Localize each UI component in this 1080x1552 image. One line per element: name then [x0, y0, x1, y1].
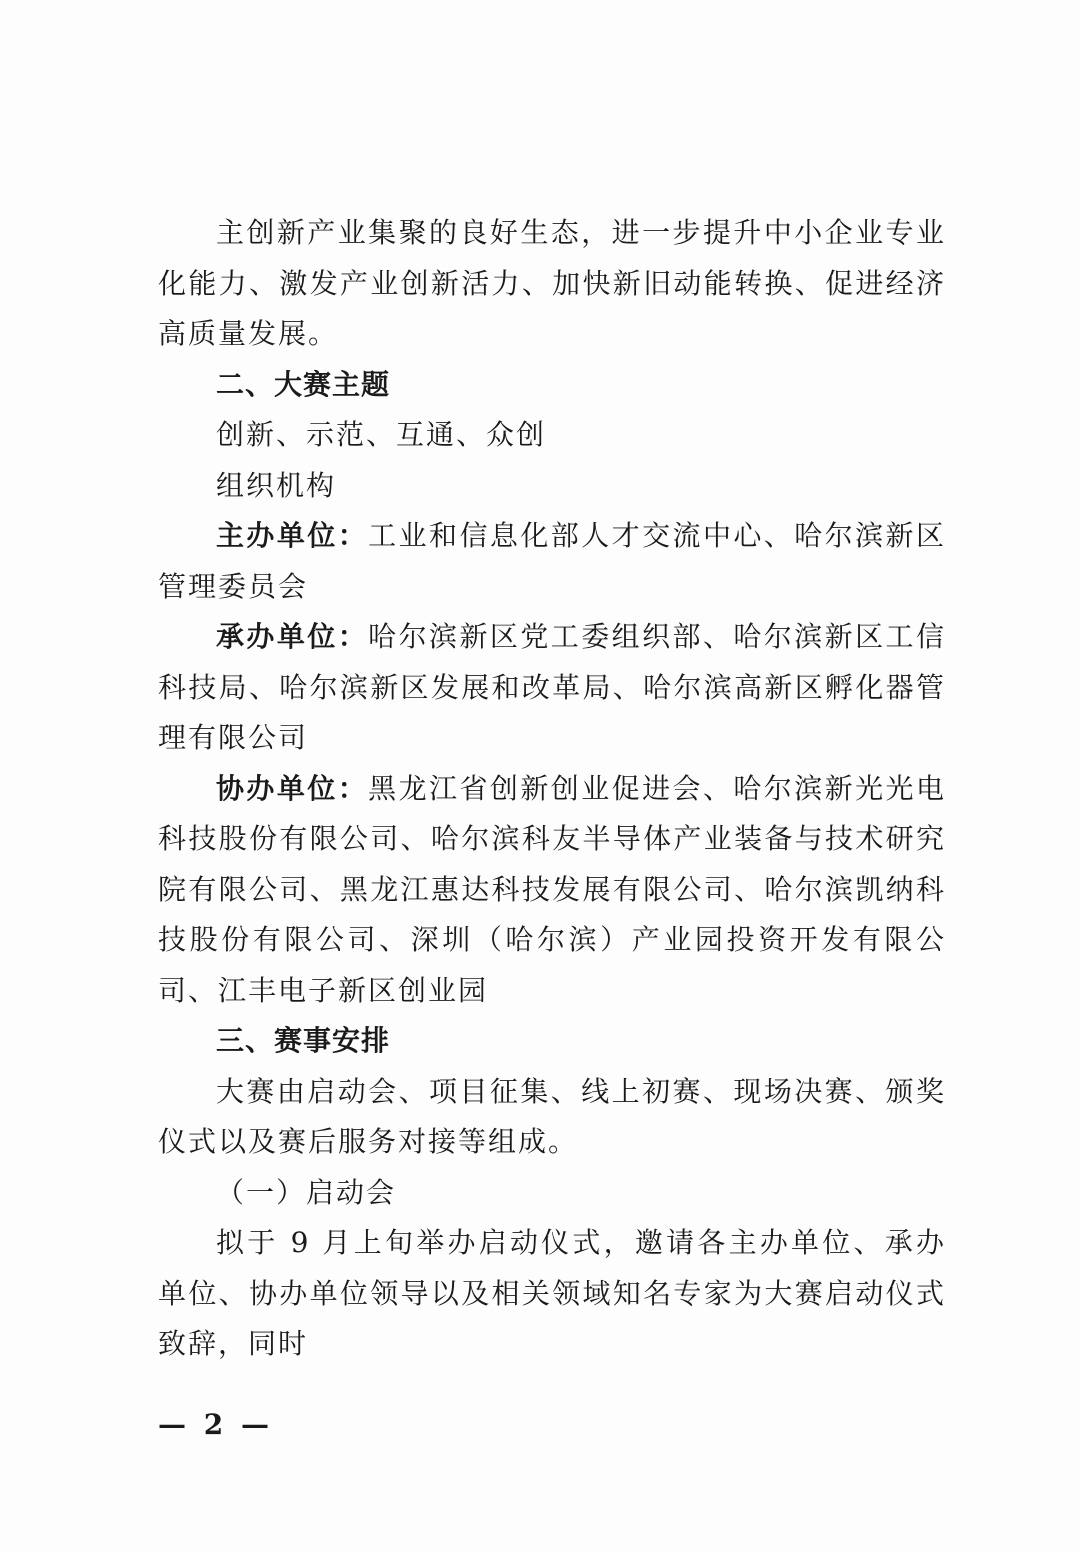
subsection-one-heading: （一）启动会 — [216, 1175, 397, 1209]
section-three-heading: 三、赛事安排 — [216, 1024, 391, 1057]
host-text: 工业和信息化部人才交流中心、哈尔滨新区管理委员会 — [158, 519, 946, 603]
co-organizer-label: 协办单位： — [216, 771, 369, 805]
host-paragraph — [158, 511, 946, 612]
co-organizer-paragraph — [158, 764, 946, 1017]
section-three-text: 大赛由启动会、项目征集、线上初赛、现场决赛、颁奖仪式以及赛后服务对接等组成。 — [158, 1074, 946, 1158]
organizer-paragraph — [158, 612, 946, 764]
competition-theme: 创新、示范、互通、众创 — [216, 418, 547, 451]
subsection-one-text: 拟于 9 月上旬举办启动仪式，邀请各主办单位、承办单位、协办单位领导以及相关领域知名专家为大赛启动仪式致辞，同时 — [158, 1226, 946, 1360]
document-body — [158, 208, 946, 1370]
host-label: 主办单位： — [216, 519, 369, 552]
intro-paragraph: 主创新产业集聚的良好生态，进一步提升中小企业专业化能力、激发产业创新活力、加快新旧动能转换、促进经济高质量发展。 — [158, 216, 946, 350]
co-organizer-text: 黑龙江省创新创业促进会、哈尔滨新光光电科技股份有限公司、哈尔滨科友半导体产业装备与技术研究院有限公司、黑龙江惠达科技发展有限公司、哈尔滨凯纳科技股份有限公司、深圳（哈尔滨）产业园投资开发有限公司、江丰电子新区创业园 — [158, 771, 946, 1007]
page-number: — 2 — — [158, 1408, 273, 1441]
section-two-heading: 二、大赛主题 — [216, 367, 391, 401]
organizer-text: 哈尔滨新区党工委组织部、哈尔滨新区工信科技局、哈尔滨新区发展和改革局、哈尔滨高新区孵化器管理有限公司 — [158, 620, 946, 754]
organization-heading: 组织机构 — [216, 468, 337, 502]
organizer-label: 承办单位： — [216, 620, 369, 653]
